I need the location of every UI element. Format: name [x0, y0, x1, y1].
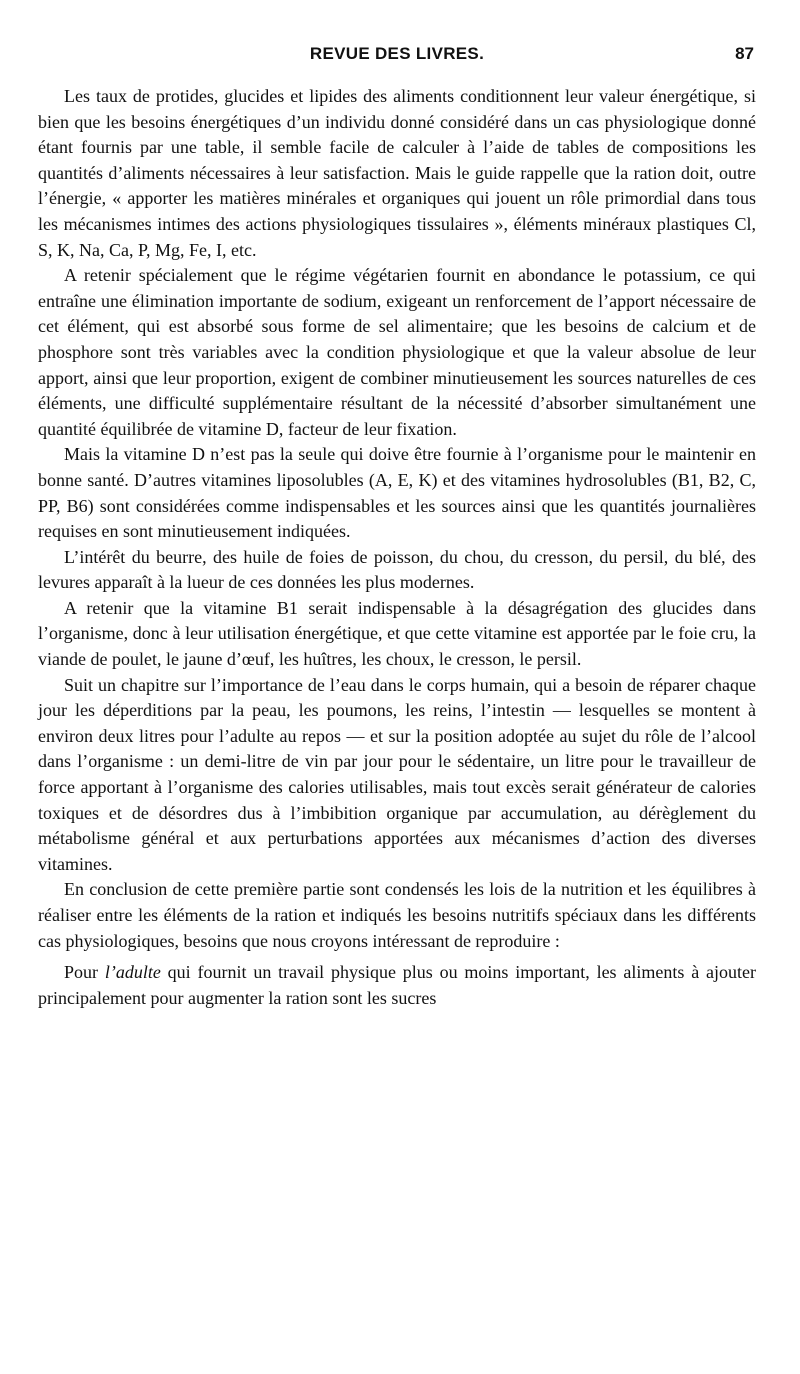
running-head — [38, 40, 756, 76]
paragraph-foods-interest: L’intérêt du beurre, des huile de foies de poisson, du chou, du cresson, du persil, du blé, des levures apparaît à la lueur de ces données les plus modernes. — [38, 546, 756, 593]
paragraph-water-alcohol: Suit un chapitre sur l’importance de l’eau dans le corps humain, qui a besoin de réparer chaque jour les déperditions par la peau, les poumons, les reins, l’intestin — lesquelles se montent à environ deux litres pour l’adulte au repos — et sur la position adoptée au sujet du rôle de l’alcool dans l’organisme : un demi-litre de vin par jour pour le sédentaire, un litre pour le travailleur de force apportant à l’organisme des calories utilisables, mais tout excès serait générateur de calories toxiques et de désordres dus à l’imbibition organique par accumulation, au dérèglement du métabolisme général et aux perturbations apportées aux mécanismes d’action des diverses vitamines. — [38, 674, 756, 874]
paragraph-vitamin-b1: A retenir que la vitamine B1 serait indispensable à la désagrégation des glucides dans l’organisme, donc à leur utilisation énergétique, et que cette vitamine est apportée par le foie cru, la viande de poulet, le jaune d’œuf, les huîtres, les choux, le cresson, le persil. — [38, 597, 756, 670]
paragraph-energy-value: Les taux de protides, glucides et lipides des aliments conditionnent leur valeur énergétique, si bien que les besoins énergétiques d’un individu donné considéré dans un cas physiologique donné étant fournis par une table, il semble facile de calculer à l’aide de tables de compositions les quantités d’aliments nécessaires à leur satisfaction. Mais le guide rappelle que la ration doit, outre l’énergie, « apporter les matières minérales et organiques qui jouent un rôle primordial dans tous les mécanismes intimes des actions physiologiques tissulaires », éléments minéraux plastiques Cl, S, K, Na, Ca, P, Mg, Fe, I, etc. — [38, 86, 756, 260]
book-page — [38, 40, 756, 1011]
adult-lead: Pour — [64, 962, 99, 983]
paragraph-adult-needs — [38, 960, 756, 1011]
paragraph-conclusion: En conclusion de cette première partie sont condensés les lois de la nutrition et les équilibres à réaliser entre les éléments de la ration et indiqués les besoins nutritifs spéciaux dans les différents cas physiologiques, besoins que nous croyons intéressant de reproduire : — [38, 879, 756, 951]
running-title: REVUE DES LIVRES. — [309, 44, 485, 63]
page-number: 87 — [735, 44, 754, 63]
paragraph-minerals: A retenir spécialement que le régime végétarien fournit en abondance le potassium, ce qui entraîne une élimination importante de sodium, exigeant un renforcement de l’apport nécessaire de cet élément, qui est absorbé sous forme de sel alimentaire; que les besoins de calcium et de phosphore sont très variables avec la condition physiologique et que la valeur absolue de leur apport, ainsi que leur proportion, exigent de combiner minutieusement les sources naturelles de ces éléments, une difficulté supplémentaire résultant de la nécessité d’absorber simultanément une quantité équilibrée de vitamine D, facteur de leur fixation. — [38, 265, 756, 439]
paragraph-vitamins: Mais la vitamine D n’est pas la seule qui doive être fournie à l’organisme pour le maintenir en bonne santé. D’autres vitamines liposolubles (A, E, K) et des vitamines hydrosolubles (B1, B2, C, PP, B6) sont considérées comme indispensables et les sources ainsi que les quantités journalières requises en sont minutieusement indiquées. — [38, 444, 756, 542]
adult-rest: qui fournit un travail physique plus ou moins important, les aliments à ajouter principalement pour augmenter la ration sont les sucres — [38, 962, 756, 1008]
adult-emphasis: l’adulte — [104, 962, 161, 983]
body-text — [38, 84, 756, 1011]
